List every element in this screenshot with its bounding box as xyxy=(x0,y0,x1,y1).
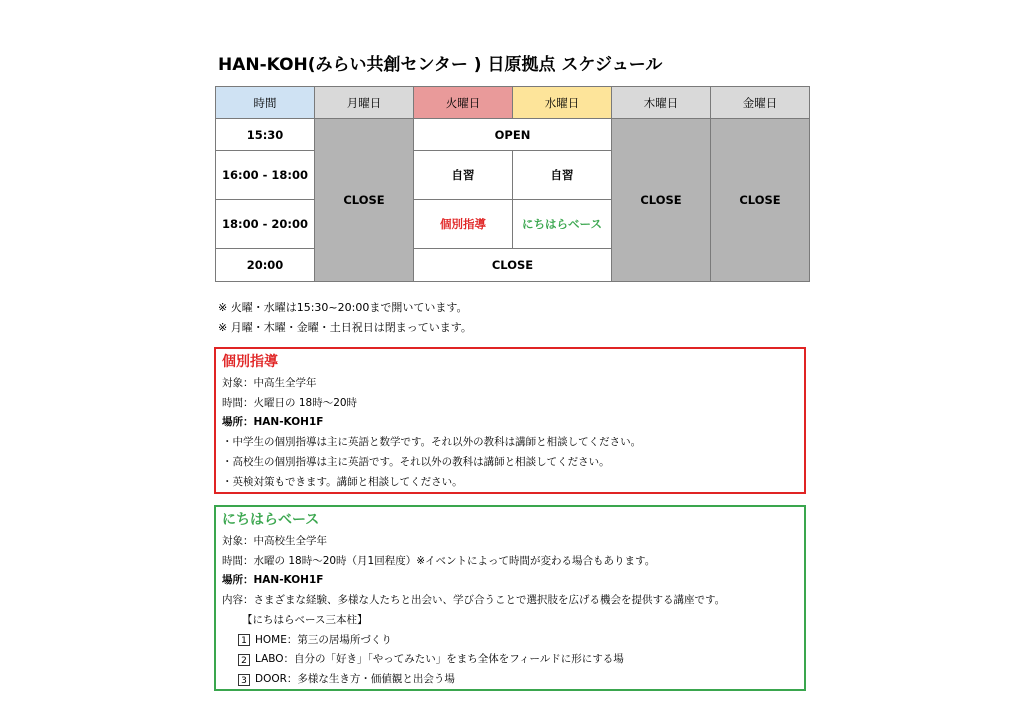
header-wednesday: 水曜日 xyxy=(513,87,612,119)
wednesday-nichihara: にちはらベース xyxy=(513,200,612,249)
header-time: 時間 xyxy=(216,87,315,119)
time-cell: 20:00 xyxy=(216,249,315,282)
nichihara-line: 時間：水曜の 18時～20時（月1回程度）※イベントによって時間が変わる場合もあります。 xyxy=(222,554,656,567)
nichihara-line: 内容：さまざまな経験、多様な人たちと出会い、学び合うことで選択肢を広げる機会を提供する講座です。 xyxy=(222,594,726,607)
header-friday: 金曜日 xyxy=(711,87,810,119)
header-monday: 月曜日 xyxy=(315,87,414,119)
close-cell: CLOSE xyxy=(414,249,612,282)
pillar-number: 1 xyxy=(238,634,250,646)
header-thursday: 木曜日 xyxy=(612,87,711,119)
notes xyxy=(218,298,472,338)
table-row xyxy=(216,119,810,151)
schedule-table xyxy=(215,86,810,282)
nichihara-line: 対象：中高校生全学年 xyxy=(222,535,327,547)
time-cell: 18:00 - 20:00 xyxy=(216,200,315,249)
nichihara-box xyxy=(214,505,806,691)
tuesday-individual: 個別指導 xyxy=(414,200,513,249)
pillar-item xyxy=(222,650,804,670)
tuesday-self-study: 自習 xyxy=(414,151,513,200)
pillar-text: DOOR：多様な生き方・価値観と出会う場 xyxy=(255,672,455,685)
thursday-closed: CLOSE xyxy=(612,119,711,282)
pillar-number: 2 xyxy=(238,654,250,666)
individual-line: 時間：火曜日の 18時～20時 xyxy=(222,396,358,409)
individual-box xyxy=(214,347,806,494)
monday-closed: CLOSE xyxy=(315,119,414,282)
page-title: HAN-KOH(みらい共創センター ) 日原拠点 スケジュール xyxy=(218,55,663,75)
pillar-text: LABO：自分の「好き」「やってみたい」をまち全体をフィールドに形にする場 xyxy=(255,653,624,666)
individual-line: 場所：HAN-KOH1F xyxy=(222,416,324,429)
note-line: ※ 月曜・木曜・金曜・土日祝日は閉まっています。 xyxy=(218,321,472,334)
individual-heading: 個別指導 xyxy=(222,354,278,370)
pillar-number: 3 xyxy=(238,674,250,686)
open-cell: OPEN xyxy=(414,119,612,151)
nichihara-line: 場所：HAN-KOH1F xyxy=(222,574,324,587)
header-tuesday: 火曜日 xyxy=(414,87,513,119)
individual-line: ・英検対策もできます。講師と相談してください。 xyxy=(222,475,463,488)
time-cell: 15:30 xyxy=(216,119,315,151)
time-cell: 16:00 - 18:00 xyxy=(216,151,315,200)
pillar-text: HOME：第三の居場所づくり xyxy=(255,633,392,646)
nichihara-heading: にちはらベース xyxy=(222,512,320,528)
note-line: ※ 火曜・水曜は15:30~20:00まで開いています。 xyxy=(218,301,468,314)
pillar-item xyxy=(222,631,804,651)
pillar-item xyxy=(222,670,804,690)
pillars-title: 【にちはらベース三本柱】 xyxy=(242,613,368,626)
individual-line: 対象：中高生全学年 xyxy=(222,377,317,389)
individual-line: ・中学生の個別指導は主に英語と数学です。それ以外の教科は講師と相談してください。 xyxy=(222,436,642,449)
table-header-row xyxy=(216,87,810,119)
friday-closed: CLOSE xyxy=(711,119,810,282)
individual-line: ・高校生の個別指導は主に英語です。それ以外の教科は講師と相談してください。 xyxy=(222,455,610,468)
wednesday-self-study: 自習 xyxy=(513,151,612,200)
